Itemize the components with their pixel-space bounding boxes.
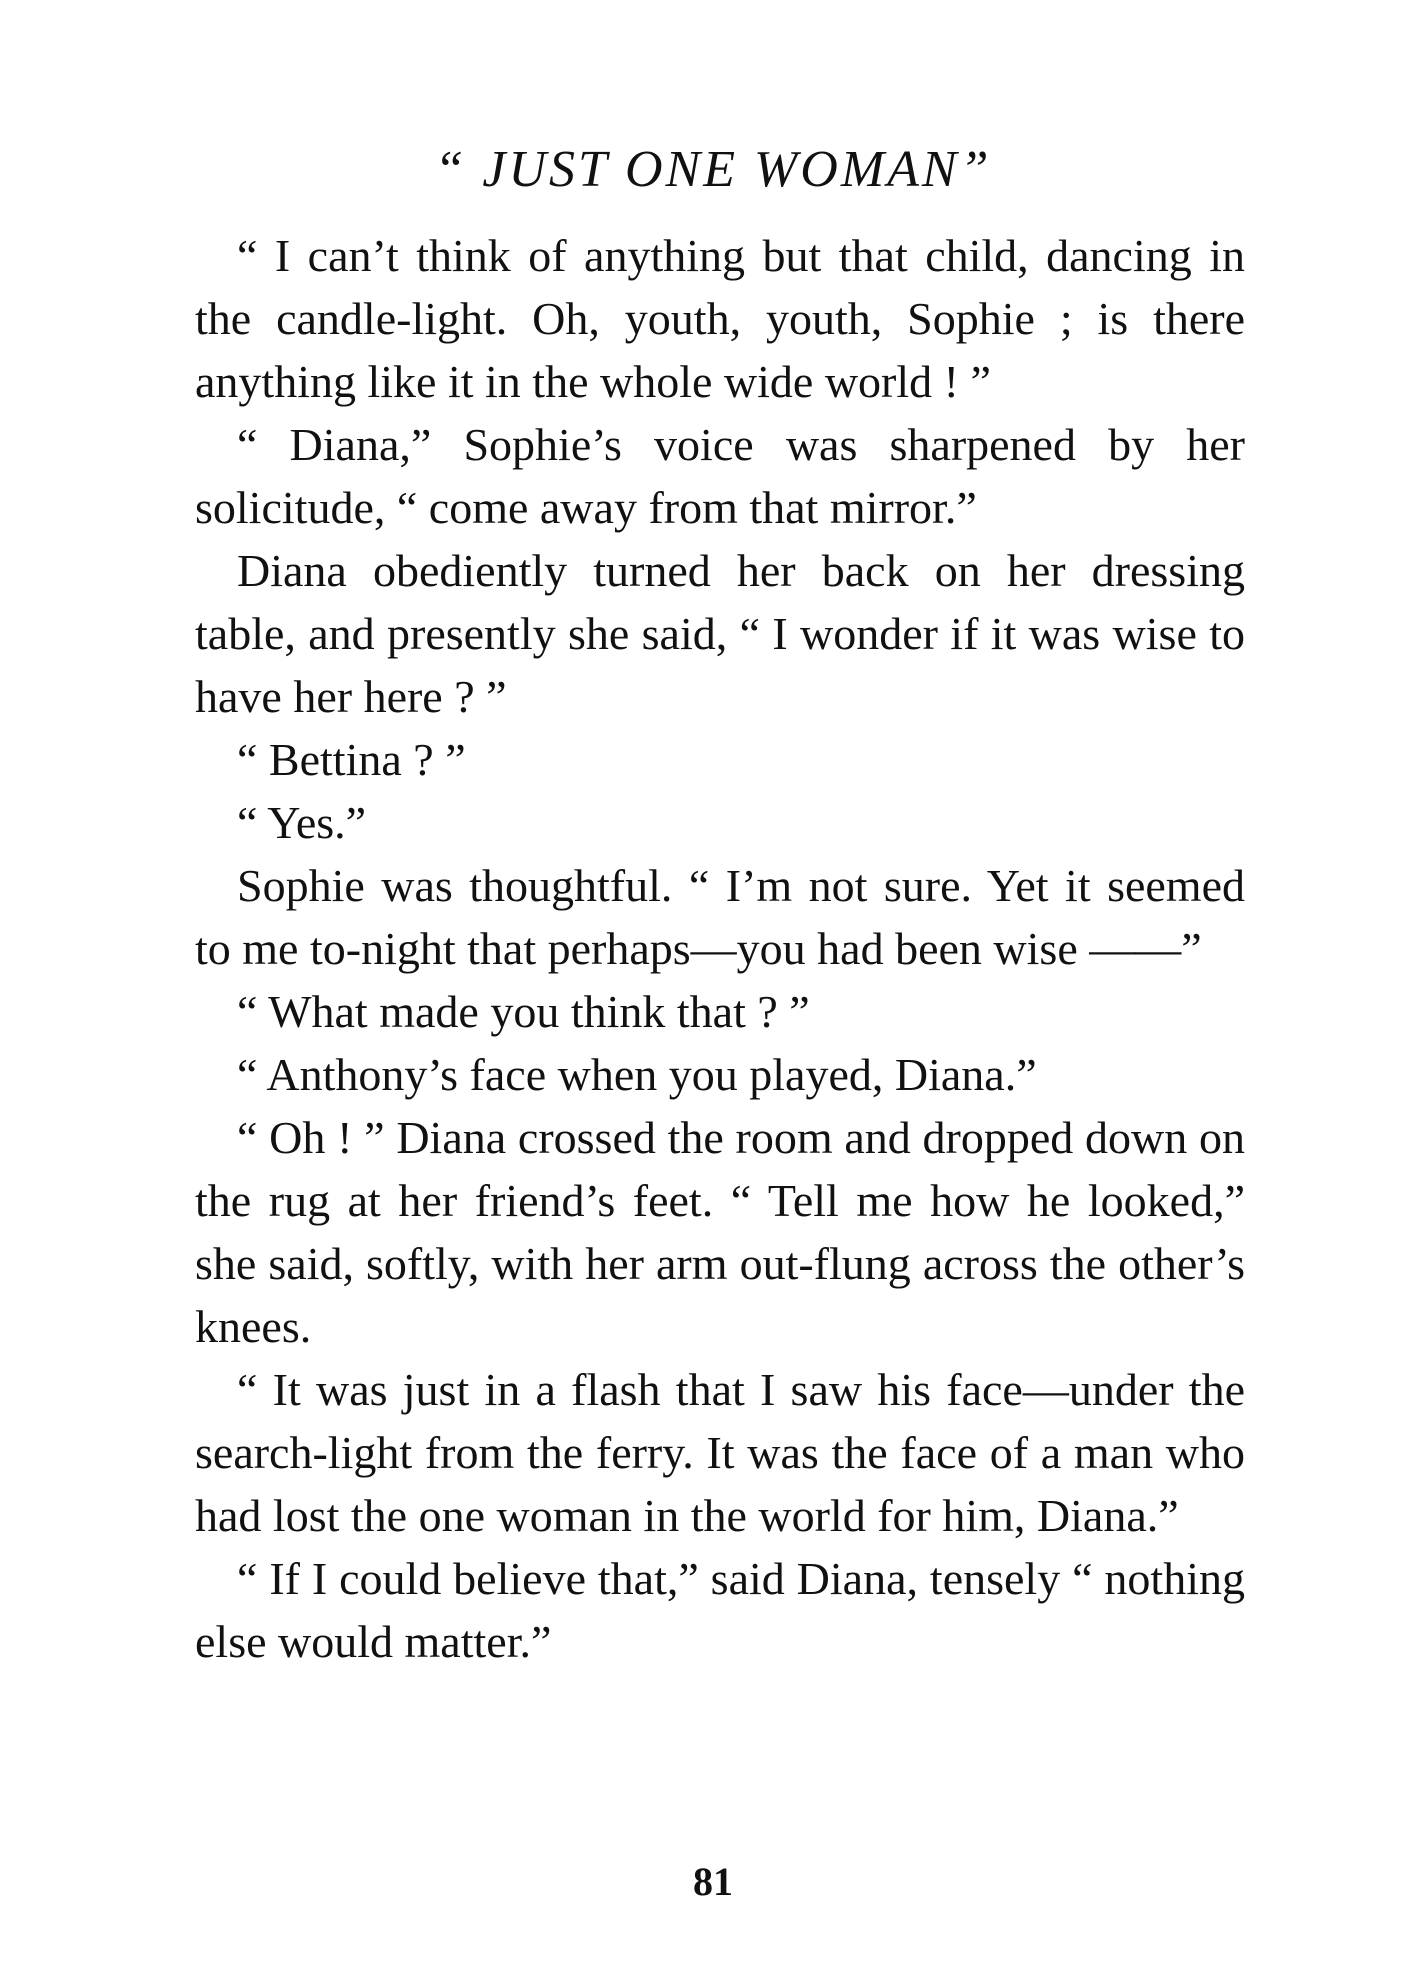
paragraph-6: Sophie was thoughtful. “ I’m not sure. Yet it seemed to me to-night that perhaps—you had been wise ——” bbox=[195, 860, 1245, 974]
paragraph-8: “ Anthony’s face when you played, Diana.” bbox=[237, 1049, 1037, 1100]
paragraph-4: “ Bettina ? ” bbox=[237, 734, 466, 785]
running-head: “ JUST ONE WOMAN” bbox=[434, 141, 992, 198]
paragraph-3: Diana obediently turned her back on her dressing table, and presently she said, “ I wonder if it was wise to have her here ? ” bbox=[195, 545, 1245, 722]
paragraph-10: “ It was just in a flash that I saw his face—under the search-light from the ferry. It was the face of a man who had lost the one woman in the world for him, Diana.” bbox=[195, 1364, 1245, 1541]
paragraph-11: “ If I could believe that,” said Diana, tensely “ nothing else would matter.” bbox=[195, 1553, 1245, 1667]
paragraph-2: “ Diana,” Sophie’s voice was sharpened by her solicitude, “ come away from that mirror.” bbox=[195, 419, 1245, 533]
body-text bbox=[195, 224, 1245, 1673]
paragraph-1: “ I can’t think of anything but that child, dancing in the candle-light. Oh, youth, youth, Sophie ; is there anything like it in the whole wide world ! ” bbox=[195, 230, 1245, 407]
page-number: 81 bbox=[693, 1859, 733, 1904]
paragraph-5: “ Yes.” bbox=[237, 797, 367, 848]
paragraph-9: “ Oh ! ” Diana crossed the room and dropped down on the rug at her friend’s feet. “ Tell me how he looked,” she said, softly, with her arm out-flung across the other’s knees. bbox=[195, 1112, 1245, 1352]
paragraph-7: “ What made you think that ? ” bbox=[237, 986, 810, 1037]
